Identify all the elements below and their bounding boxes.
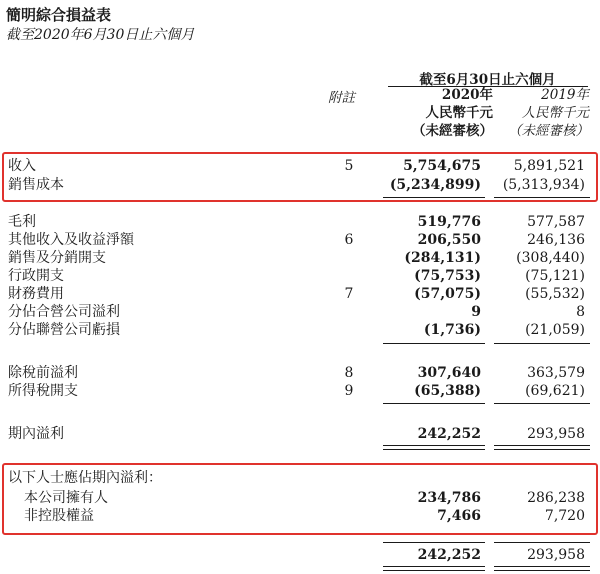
row-label: 以下人士應佔期內溢利： <box>8 470 162 486</box>
operating-subtotal-underline-prior <box>494 343 590 344</box>
revenue-highlight-box <box>2 152 598 202</box>
row-label: 銷售及分銷開支 <box>8 250 106 266</box>
row-current: 242,252 <box>417 426 481 442</box>
current-currency-header: 人民幣千元 <box>425 105 493 121</box>
row-current: (65,388) <box>414 383 481 399</box>
attribution-highlight-box <box>2 463 598 535</box>
row-label: 期內溢利 <box>8 426 64 442</box>
statement-subtitle: 截至2020年6月30日止六個月 <box>6 27 195 43</box>
prior-audit-status: （未經審核） <box>508 123 589 139</box>
row-total <box>0 546 600 564</box>
row-current: (284,131) <box>404 250 481 266</box>
total-double-underline-current <box>383 566 485 571</box>
row-note: 7 <box>344 286 354 302</box>
row-current: 7,466 <box>437 508 481 524</box>
row-current: (1,736) <box>423 322 481 338</box>
row-prior: (308,440) <box>516 250 585 266</box>
period-header: 截至6月30日止六個月 <box>419 72 556 88</box>
row-income-tax <box>0 382 600 400</box>
row-prior: (69,621) <box>525 383 585 399</box>
row-other-income <box>0 231 600 249</box>
tax-underline-prior <box>494 403 590 404</box>
prior-currency-header: 人民幣千元 <box>521 105 589 121</box>
tax-underline-current <box>383 403 485 404</box>
row-note: 9 <box>344 383 354 399</box>
row-label: 分佔合營公司溢利 <box>8 304 120 320</box>
statement-title: 簡明綜合損益表 <box>6 6 112 24</box>
row-prior: 286,238 <box>527 490 585 506</box>
row-current: (5,234,899) <box>389 177 481 193</box>
row-prior: 246,136 <box>527 232 585 248</box>
row-label: 毛利 <box>8 214 36 230</box>
row-current: (57,075) <box>414 286 481 302</box>
row-note: 8 <box>344 365 354 381</box>
row-prior: (55,532) <box>525 286 585 302</box>
row-label: 分佔聯營公司虧損 <box>8 322 120 338</box>
row-prior: (75,121) <box>525 268 585 284</box>
row-prior: 5,891,521 <box>513 158 585 174</box>
profit-double-underline-prior <box>494 445 590 450</box>
operating-subtotal-underline-current <box>383 343 485 344</box>
row-note: 5 <box>344 158 354 174</box>
row-prior: 8 <box>576 304 585 320</box>
row-prior: 577,587 <box>527 214 585 230</box>
row-note: 6 <box>344 232 354 248</box>
row-label: 財務費用 <box>8 286 64 302</box>
total-double-underline-prior <box>494 566 590 571</box>
row-current: 242,252 <box>417 547 481 563</box>
row-current: 519,776 <box>417 214 481 230</box>
row-prior: 363,579 <box>527 365 585 381</box>
row-admin-expenses <box>0 267 600 285</box>
row-label: 所得稅開支 <box>8 383 78 399</box>
current-year-header: 2020年 <box>441 87 493 103</box>
current-audit-status: （未經審核） <box>412 123 493 139</box>
row-selling-expenses <box>0 249 600 267</box>
row-profit-for-period <box>0 425 600 443</box>
row-gross-profit <box>0 213 600 231</box>
profit-double-underline-current <box>383 445 485 450</box>
row-current: 206,550 <box>417 232 481 248</box>
total-underline-current <box>383 542 485 543</box>
row-current: 5,754,675 <box>403 158 481 174</box>
row-current: 234,786 <box>417 490 481 506</box>
row-label: 非控股權益 <box>24 508 94 524</box>
row-label: 行政開支 <box>8 268 64 284</box>
note-column-header: 附註 <box>328 90 355 106</box>
row-jv-profit <box>0 303 600 321</box>
row-prior: (5,313,934) <box>502 177 585 193</box>
row-current: (75,753) <box>414 268 481 284</box>
row-finance-costs <box>0 285 600 303</box>
row-current: 9 <box>471 304 481 320</box>
row-prior: 7,720 <box>544 508 585 524</box>
row-label: 其他收入及收益淨額 <box>8 232 134 248</box>
row-prior: 293,958 <box>527 426 585 442</box>
prior-year-header: 2019年 <box>541 87 589 103</box>
row-prior: 293,958 <box>527 547 585 563</box>
row-label: 收入 <box>8 158 36 174</box>
row-label: 除稅前溢利 <box>8 365 78 381</box>
total-underline-prior <box>494 542 590 543</box>
row-label: 銷售成本 <box>8 177 64 193</box>
row-prior: (21,059) <box>525 322 585 338</box>
row-profit-before-tax <box>0 364 600 382</box>
row-label: 本公司擁有人 <box>24 490 108 506</box>
row-current: 307,640 <box>417 365 481 381</box>
row-associate-loss <box>0 321 600 339</box>
